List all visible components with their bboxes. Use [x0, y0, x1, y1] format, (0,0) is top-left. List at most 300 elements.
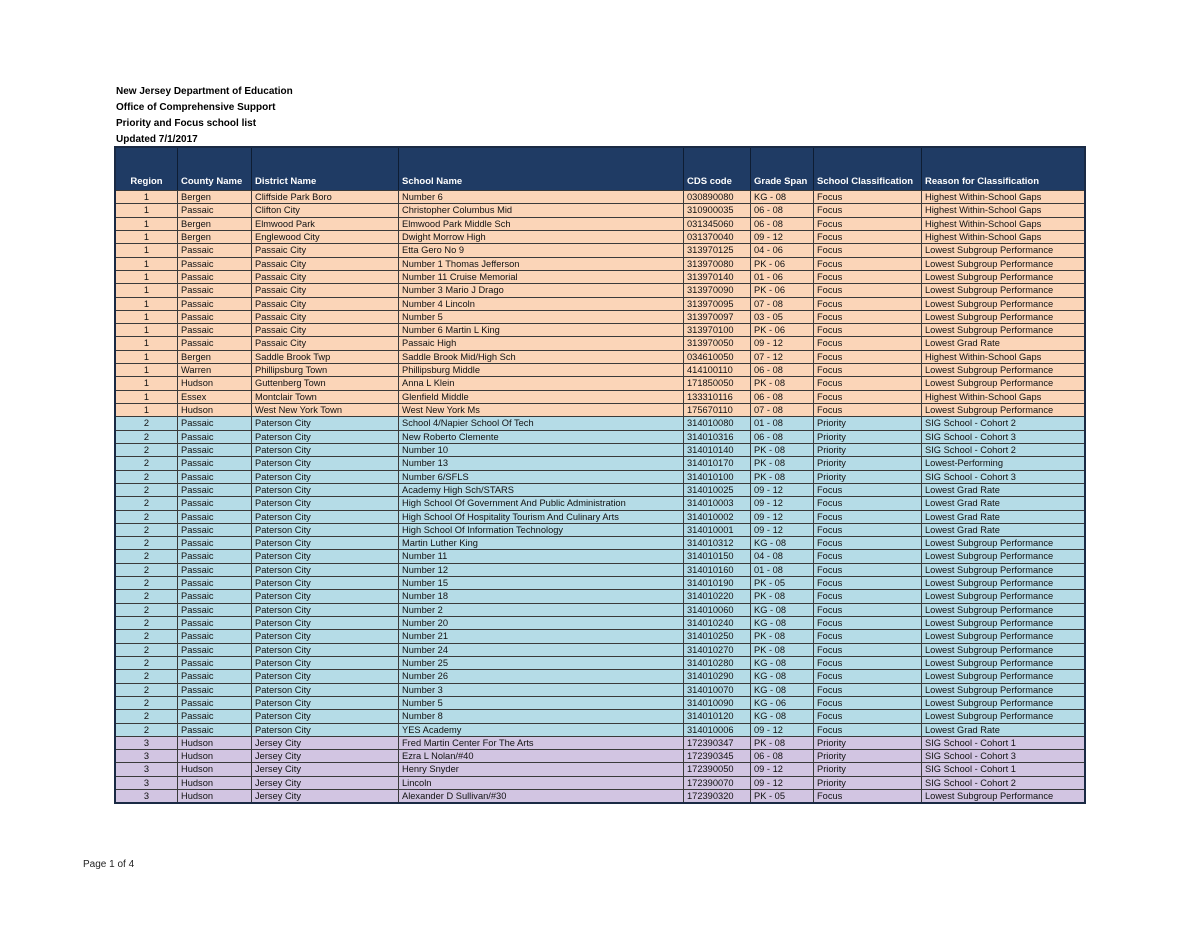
cell-school: West New York Ms: [399, 404, 684, 416]
cell-district: Jersey City: [252, 737, 399, 749]
cell-region: 2: [116, 710, 178, 722]
cell-county: Passaic: [178, 284, 252, 296]
cell-cds-code: 175670110: [684, 404, 751, 416]
cell-reason: Highest Within-School Gaps: [925, 351, 1042, 362]
cell-reason: Highest Within-School Gaps: [925, 218, 1042, 229]
table-row: [116, 536, 1084, 549]
cell-cds-code: 171850050: [684, 377, 751, 389]
cell-reason: Lowest Subgroup Performance: [925, 551, 1054, 562]
cell-school: Number 13: [399, 457, 684, 469]
cell-classification: Focus: [814, 790, 922, 802]
cell-reason: Lowest Subgroup Performance: [925, 271, 1054, 282]
cell-region: 1: [116, 351, 178, 363]
cell-school: Number 2: [399, 604, 684, 616]
cell-district: Paterson City: [252, 697, 399, 709]
document-header: [116, 84, 293, 148]
cell-county: Passaic: [178, 564, 252, 576]
cell-grade-span: PK - 08: [751, 377, 814, 389]
cell-district: Paterson City: [252, 604, 399, 616]
cell-reason: Lowest Subgroup Performance: [925, 644, 1054, 655]
table-row: [116, 776, 1084, 789]
cell-classification: Focus: [814, 231, 922, 243]
column-header-classification: School Classification: [814, 148, 922, 190]
page-number: Page 1 of 4: [83, 859, 135, 870]
table-row: [116, 656, 1084, 669]
cell-grade-span: 06 - 08: [751, 750, 814, 762]
cell-district: Passaic City: [252, 271, 399, 283]
table-row: [116, 403, 1084, 416]
cell-school: Martin Luther King: [399, 537, 684, 549]
cell-district: Jersey City: [252, 777, 399, 789]
cell-region: 1: [116, 377, 178, 389]
cell-school: Number 10: [399, 444, 684, 456]
cell-classification: Priority: [814, 750, 922, 762]
cell-district: Paterson City: [252, 577, 399, 589]
table-row: [116, 390, 1084, 403]
table-row: [116, 323, 1084, 336]
cell-region: 2: [116, 511, 178, 523]
cell-region: 2: [116, 484, 178, 496]
cell-reason: Lowest Subgroup Performance: [925, 311, 1054, 322]
table-row: [116, 523, 1084, 536]
cell-region: 1: [116, 218, 178, 230]
cell-district: Paterson City: [252, 431, 399, 443]
cell-region: 2: [116, 670, 178, 682]
table-row: [116, 230, 1084, 243]
cell-classification: Focus: [814, 617, 922, 629]
cell-grade-span: 04 - 06: [751, 244, 814, 256]
cell-district: Paterson City: [252, 724, 399, 736]
cell-reason: Lowest Subgroup Performance: [925, 657, 1054, 668]
cell-school: Number 5: [399, 697, 684, 709]
cell-district: Jersey City: [252, 790, 399, 802]
cell-grade-span: PK - 05: [751, 577, 814, 589]
cell-school: Number 24: [399, 644, 684, 656]
cell-region: 3: [116, 777, 178, 789]
cell-school: Number 4 Lincoln: [399, 298, 684, 310]
table-row: [116, 190, 1084, 203]
cell-region: 1: [116, 191, 178, 203]
cell-reason: Lowest Subgroup Performance: [925, 258, 1054, 269]
table-row: [116, 683, 1084, 696]
cell-school: Anna L Klein: [399, 377, 684, 389]
cell-cds-code: 314010070: [684, 684, 751, 696]
cell-school: Passaic High: [399, 337, 684, 349]
cell-grade-span: 01 - 08: [751, 417, 814, 429]
cell-county: Passaic: [178, 577, 252, 589]
cell-district: Paterson City: [252, 710, 399, 722]
cell-county: Passaic: [178, 511, 252, 523]
cell-grade-span: PK - 08: [751, 590, 814, 602]
cell-grade-span: PK - 08: [751, 471, 814, 483]
cell-district: Saddle Brook Twp: [252, 351, 399, 363]
cell-county: Hudson: [178, 777, 252, 789]
cell-reason: Lowest Subgroup Performance: [925, 564, 1054, 575]
cell-reason: Lowest Subgroup Performance: [925, 378, 1054, 389]
column-header-school: School Name: [399, 148, 684, 190]
cell-classification: Focus: [814, 311, 922, 323]
cell-school: High School Of Government And Public Administration: [399, 497, 684, 509]
cell-cds-code: 314010270: [684, 644, 751, 656]
cell-grade-span: PK - 06: [751, 258, 814, 270]
cell-school: Lincoln: [399, 777, 684, 789]
cell-district: Montclair Town: [252, 391, 399, 403]
cell-school: Henry Snyder: [399, 763, 684, 775]
cell-grade-span: KG - 08: [751, 191, 814, 203]
cell-county: Passaic: [178, 697, 252, 709]
cell-county: Passaic: [178, 657, 252, 669]
cell-district: Clifton City: [252, 204, 399, 216]
cell-reason: Lowest Subgroup Performance: [925, 684, 1054, 695]
table-row: [116, 576, 1084, 589]
cell-region: 2: [116, 630, 178, 642]
table-row: [116, 376, 1084, 389]
cell-grade-span: KG - 08: [751, 537, 814, 549]
cell-classification: Focus: [814, 364, 922, 376]
cell-classification: Priority: [814, 777, 922, 789]
cell-district: Paterson City: [252, 684, 399, 696]
cell-cds-code: 031345060: [684, 218, 751, 230]
cell-classification: Focus: [814, 258, 922, 270]
column-header-reason: Reason for Classification: [925, 176, 1040, 187]
cell-district: Paterson City: [252, 471, 399, 483]
cell-classification: Priority: [814, 737, 922, 749]
cell-region: 2: [116, 684, 178, 696]
cell-reason: SIG School - Cohort 3: [925, 471, 1016, 482]
cell-classification: Focus: [814, 351, 922, 363]
cell-classification: Focus: [814, 697, 922, 709]
cell-reason: Lowest Subgroup Performance: [925, 671, 1054, 682]
cell-reason: Lowest Subgroup Performance: [925, 405, 1054, 415]
table-row: [116, 243, 1084, 256]
cell-district: Englewood City: [252, 231, 399, 243]
cell-school: School 4/Napier School Of Tech: [399, 417, 684, 429]
cell-region: 2: [116, 431, 178, 443]
table-row: [116, 283, 1084, 296]
cell-district: Guttenberg Town: [252, 377, 399, 389]
school-list-table: [114, 146, 1086, 804]
cell-county: Hudson: [178, 404, 252, 416]
cell-district: Paterson City: [252, 417, 399, 429]
cell-grade-span: KG - 08: [751, 604, 814, 616]
cell-region: 2: [116, 590, 178, 602]
cell-region: 3: [116, 790, 178, 802]
cell-district: Paterson City: [252, 657, 399, 669]
cell-county: Passaic: [178, 684, 252, 696]
cell-region: 1: [116, 364, 178, 376]
cell-reason: Lowest Subgroup Performance: [925, 365, 1054, 376]
cell-district: Passaic City: [252, 337, 399, 349]
table-row: [116, 643, 1084, 656]
cell-county: Passaic: [178, 258, 252, 270]
cell-grade-span: 01 - 06: [751, 271, 814, 283]
cell-grade-span: KG - 08: [751, 710, 814, 722]
cell-region: 2: [116, 564, 178, 576]
cell-classification: Priority: [814, 444, 922, 456]
cell-school: Etta Gero No 9: [399, 244, 684, 256]
cell-classification: Focus: [814, 391, 922, 403]
cell-school: Number 20: [399, 617, 684, 629]
cell-county: Passaic: [178, 604, 252, 616]
cell-reason: Lowest Subgroup Performance: [925, 285, 1054, 296]
cell-district: Passaic City: [252, 284, 399, 296]
cell-county: Warren: [178, 364, 252, 376]
column-header-cds-code: CDS code: [684, 148, 751, 190]
table-row: [116, 443, 1084, 456]
cell-county: Passaic: [178, 630, 252, 642]
cell-reason: Lowest Subgroup Performance: [925, 604, 1054, 615]
cell-region: 1: [116, 258, 178, 270]
cell-grade-span: 09 - 12: [751, 484, 814, 496]
cell-district: Elmwood Park: [252, 218, 399, 230]
cell-grade-span: PK - 08: [751, 630, 814, 642]
cell-classification: Focus: [814, 684, 922, 696]
cell-cds-code: 314010080: [684, 417, 751, 429]
table-row: [116, 217, 1084, 230]
cell-district: Passaic City: [252, 311, 399, 323]
cell-reason: Lowest Grad Rate: [925, 524, 1000, 535]
cell-grade-span: PK - 08: [751, 444, 814, 456]
header-updated: Updated 7/1/2017: [116, 134, 198, 145]
cell-school: Number 26: [399, 670, 684, 682]
cell-district: Paterson City: [252, 537, 399, 549]
cell-classification: Priority: [814, 471, 922, 483]
cell-classification: Priority: [814, 417, 922, 429]
cell-reason: SIG School - Cohort 2: [925, 418, 1016, 429]
cell-county: Passaic: [178, 524, 252, 536]
cell-school: YES Academy: [399, 724, 684, 736]
cell-region: 2: [116, 524, 178, 536]
cell-district: Paterson City: [252, 590, 399, 602]
cell-cds-code: 314010190: [684, 577, 751, 589]
cell-school: Number 18: [399, 590, 684, 602]
header-title: Priority and Focus school list: [116, 118, 257, 129]
table-row: [116, 416, 1084, 429]
cell-county: Passaic: [178, 484, 252, 496]
table-row: [116, 297, 1084, 310]
cell-county: Bergen: [178, 231, 252, 243]
cell-cds-code: 313970090: [684, 284, 751, 296]
cell-cds-code: 172390050: [684, 763, 751, 775]
cell-reason: Lowest Subgroup Performance: [925, 791, 1054, 802]
cell-grade-span: PK - 08: [751, 737, 814, 749]
cell-grade-span: PK - 06: [751, 284, 814, 296]
cell-region: 1: [116, 337, 178, 349]
cell-region: 3: [116, 763, 178, 775]
cell-cds-code: 314010160: [684, 564, 751, 576]
cell-classification: Focus: [814, 537, 922, 549]
cell-cds-code: 314010150: [684, 550, 751, 562]
cell-county: Passaic: [178, 417, 252, 429]
cell-region: 3: [116, 737, 178, 749]
cell-county: Passaic: [178, 204, 252, 216]
cell-grade-span: PK - 05: [751, 790, 814, 802]
cell-county: Bergen: [178, 191, 252, 203]
cell-school: Number 6: [399, 191, 684, 203]
cell-reason: Lowest Subgroup Performance: [925, 538, 1054, 549]
cell-classification: Focus: [814, 191, 922, 203]
cell-district: Jersey City: [252, 763, 399, 775]
cell-cds-code: 314010250: [684, 630, 751, 642]
cell-school: Christopher Columbus Mid: [399, 204, 684, 216]
cell-region: 1: [116, 298, 178, 310]
cell-cds-code: 314010006: [684, 724, 751, 736]
cell-district: Cliffside Park Boro: [252, 191, 399, 203]
cell-district: Paterson City: [252, 644, 399, 656]
cell-region: 2: [116, 444, 178, 456]
cell-county: Essex: [178, 391, 252, 403]
cell-grade-span: 04 - 08: [751, 550, 814, 562]
cell-reason: Lowest Subgroup Performance: [925, 618, 1054, 628]
cell-classification: Focus: [814, 271, 922, 283]
cell-county: Passaic: [178, 311, 252, 323]
cell-school: Saddle Brook Mid/High Sch: [399, 351, 684, 363]
cell-grade-span: KG - 08: [751, 684, 814, 696]
cell-region: 2: [116, 644, 178, 656]
cell-county: Passaic: [178, 617, 252, 629]
cell-classification: Priority: [814, 431, 922, 443]
table-row: [116, 603, 1084, 616]
cell-reason: Lowest Subgroup Performance: [925, 591, 1054, 602]
table-row: [116, 549, 1084, 562]
table-row: [116, 430, 1084, 443]
cell-reason: Lowest Grad Rate: [925, 511, 1000, 522]
cell-cds-code: 034610050: [684, 351, 751, 363]
table-row: [116, 563, 1084, 576]
cell-cds-code: 031370040: [684, 231, 751, 243]
cell-cds-code: 172390320: [684, 790, 751, 802]
cell-school: Number 6 Martin L King: [399, 324, 684, 336]
cell-classification: Focus: [814, 564, 922, 576]
cell-cds-code: 314010025: [684, 484, 751, 496]
cell-county: Bergen: [178, 218, 252, 230]
table-row: [116, 589, 1084, 602]
cell-grade-span: KG - 06: [751, 697, 814, 709]
cell-grade-span: 06 - 08: [751, 431, 814, 443]
cell-cds-code: 172390345: [684, 750, 751, 762]
cell-district: Paterson City: [252, 497, 399, 509]
cell-classification: Focus: [814, 404, 922, 416]
table-row: [116, 510, 1084, 523]
cell-reason: Lowest Subgroup Performance: [925, 697, 1054, 708]
cell-cds-code: 314010280: [684, 657, 751, 669]
cell-school: Academy High Sch/STARS: [399, 484, 684, 496]
cell-region: 2: [116, 617, 178, 629]
cell-reason: Lowest Subgroup Performance: [925, 298, 1054, 309]
cell-classification: Focus: [814, 577, 922, 589]
cell-region: 1: [116, 231, 178, 243]
cell-reason: Lowest Grad Rate: [925, 338, 1000, 349]
cell-county: Hudson: [178, 377, 252, 389]
cell-county: Passaic: [178, 644, 252, 656]
cell-school: Number 5: [399, 311, 684, 323]
cell-grade-span: 06 - 08: [751, 364, 814, 376]
table-row: [116, 723, 1084, 736]
cell-cds-code: 314010002: [684, 511, 751, 523]
column-header-region: Region: [116, 148, 178, 190]
cell-grade-span: 09 - 12: [751, 497, 814, 509]
table-row: [116, 336, 1084, 349]
cell-classification: Focus: [814, 710, 922, 722]
cell-school: Phillipsburg Middle: [399, 364, 684, 376]
cell-school: Number 15: [399, 577, 684, 589]
cell-school: Number 21: [399, 630, 684, 642]
cell-region: 2: [116, 724, 178, 736]
cell-grade-span: 07 - 08: [751, 298, 814, 310]
cell-county: Passaic: [178, 550, 252, 562]
cell-region: 1: [116, 284, 178, 296]
cell-cds-code: 314010170: [684, 457, 751, 469]
table-row: [116, 496, 1084, 509]
column-header-grade-span: Grade Span: [751, 148, 814, 190]
table-row: [116, 696, 1084, 709]
cell-county: Passaic: [178, 497, 252, 509]
cell-classification: Priority: [814, 457, 922, 469]
cell-county: Passaic: [178, 324, 252, 336]
cell-classification: Focus: [814, 244, 922, 256]
cell-school: Number 8: [399, 710, 684, 722]
cell-classification: Focus: [814, 724, 922, 736]
cell-reason: Lowest Subgroup Performance: [925, 578, 1054, 589]
cell-district: Passaic City: [252, 244, 399, 256]
table-body: [116, 190, 1084, 802]
cell-school: Number 12: [399, 564, 684, 576]
cell-cds-code: 313970097: [684, 311, 751, 323]
cell-classification: Focus: [814, 604, 922, 616]
cell-cds-code: 314010100: [684, 471, 751, 483]
cell-cds-code: 314010312: [684, 537, 751, 549]
cell-grade-span: 09 - 12: [751, 777, 814, 789]
cell-reason: Highest Within-School Gaps: [925, 205, 1042, 216]
table-row: [116, 483, 1084, 496]
cell-cds-code: 313970125: [684, 244, 751, 256]
cell-cds-code: 133310116: [684, 391, 751, 403]
table-row: [116, 709, 1084, 722]
cell-county: Passaic: [178, 244, 252, 256]
cell-district: Paterson City: [252, 484, 399, 496]
cell-county: Passaic: [178, 724, 252, 736]
cell-region: 2: [116, 497, 178, 509]
cell-grade-span: KG - 08: [751, 657, 814, 669]
cell-district: Passaic City: [252, 298, 399, 310]
cell-grade-span: PK - 08: [751, 457, 814, 469]
table-row: [116, 749, 1084, 762]
cell-grade-span: KG - 08: [751, 670, 814, 682]
header-office: Office of Comprehensive Support: [116, 102, 276, 113]
cell-region: 1: [116, 204, 178, 216]
cell-classification: Focus: [814, 657, 922, 669]
table-row: [116, 470, 1084, 483]
cell-county: Passaic: [178, 590, 252, 602]
cell-county: Passaic: [178, 457, 252, 469]
cell-school: Ezra L Nolan/#40: [399, 750, 684, 762]
cell-grade-span: 06 - 08: [751, 218, 814, 230]
cell-county: Hudson: [178, 790, 252, 802]
cell-region: 3: [116, 750, 178, 762]
cell-reason: SIG School - Cohort 3: [925, 431, 1016, 442]
cell-region: 2: [116, 537, 178, 549]
cell-district: Jersey City: [252, 750, 399, 762]
cell-grade-span: 09 - 12: [751, 231, 814, 243]
cell-district: Phillipsburg Town: [252, 364, 399, 376]
table-row: [116, 629, 1084, 642]
cell-school: Glenfield Middle: [399, 391, 684, 403]
table-row: [116, 762, 1084, 775]
cell-district: Paterson City: [252, 630, 399, 642]
cell-cds-code: 314010240: [684, 617, 751, 629]
cell-region: 1: [116, 391, 178, 403]
cell-grade-span: 07 - 08: [751, 404, 814, 416]
